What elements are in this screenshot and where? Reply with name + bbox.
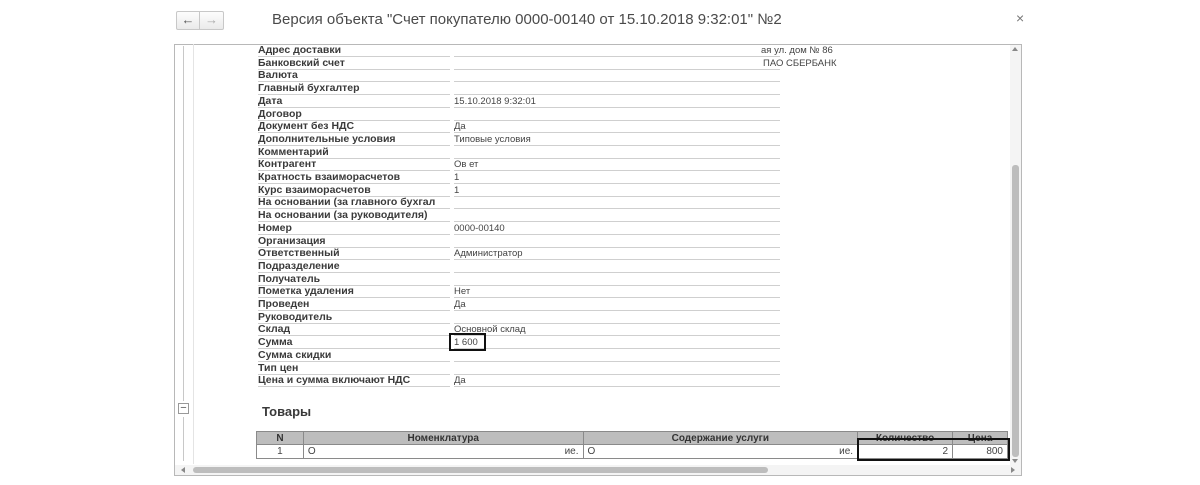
property-value [454,210,780,222]
property-label: Главный бухгалтер [258,83,450,95]
property-label: Банковский счет [258,58,450,70]
property-value [454,83,780,95]
property-label: Валюта [258,70,450,82]
property-value: Администратор [454,248,780,260]
property-value: 1 600 [454,337,780,349]
property-row [258,196,778,209]
property-value: Основной склад [454,324,780,336]
property-row [258,69,778,82]
back-button[interactable]: ← [176,11,200,30]
navigation-buttons [176,11,224,30]
property-label: Организация [258,236,450,248]
property-label: Документ без НДС [258,121,450,133]
property-row [258,57,778,70]
property-row [258,260,778,273]
property-value: Да [454,121,780,133]
property-row [258,222,778,235]
property-value: 1 [454,185,780,197]
vertical-scrollbar[interactable] [1010,45,1021,465]
property-label: Подразделение [258,261,450,273]
property-label: Проведен [258,299,450,311]
service-start: О [587,445,596,457]
outline-line [183,46,184,401]
horizontal-scrollbar[interactable] [175,465,1021,475]
sum-highlight [449,333,486,351]
property-row [258,95,778,108]
property-label: Адрес доставки [258,45,450,57]
cell-service [583,445,858,459]
property-label: На основании (за главного бухгал [258,197,450,209]
property-label: Кратность взаиморасчетов [258,172,450,184]
close-button[interactable]: × [1016,10,1025,26]
cell-price: 800 [953,445,1008,459]
scroll-up-icon[interactable] [1012,47,1018,51]
property-label: На основании (за руководителя) [258,210,450,222]
vertical-scroll-thumb[interactable] [1012,165,1019,457]
property-row [258,82,778,95]
property-row [258,108,778,121]
property-value: 1 [454,172,780,184]
property-row [258,235,778,248]
property-row [258,349,778,362]
property-label: Дополнительные условия [258,134,450,146]
property-row [258,44,778,57]
property-label: Курс взаиморасчетов [258,185,450,197]
column-header-quantity: Количество [858,432,953,445]
property-label: Договор [258,109,450,121]
property-value [454,363,780,375]
property-value [454,70,780,82]
column-header-n: N [257,432,304,445]
property-value [454,197,780,209]
property-label: Комментарий [258,147,450,159]
property-row [258,209,778,222]
property-label: Номер [258,223,450,235]
property-row [258,323,778,336]
property-row [258,247,778,260]
property-label: Ответственный [258,248,450,260]
property-value [454,236,780,248]
property-value [454,261,780,273]
property-value [454,147,780,159]
property-value: Нет [454,286,780,298]
scroll-right-icon[interactable] [1011,467,1015,473]
property-row [258,285,778,298]
property-value: Типовые условия [454,134,780,146]
goods-title: Товары [262,404,312,419]
property-row [258,184,778,197]
property-label: Пометка удаления [258,286,450,298]
property-label: Цена и сумма включают НДС [258,375,450,387]
property-value: Да [454,375,780,387]
property-label: Сумма скидки [258,350,450,362]
forward-button[interactable]: → [200,11,224,30]
property-value: Ов ет [454,159,780,171]
property-value [454,45,780,57]
property-row [258,171,778,184]
property-label: Склад [258,324,450,336]
column-header-service: Содержание услуги [583,432,858,445]
property-label: Контрагент [258,159,450,171]
horizontal-scroll-thumb[interactable] [193,467,768,473]
property-row [258,362,778,375]
property-label: Получатель [258,274,450,286]
window-title: Версия объекта "Счет покупателю 0000-00140 от 15.10.2018 9:32:01" №2 [272,11,782,28]
nomenclature-end: ие. [564,445,579,457]
property-row [258,298,778,311]
property-row [258,158,778,171]
column-header-nomenclature: Номенклатура [303,432,583,445]
service-end: ие. [839,445,854,457]
cell-n: 1 [257,445,304,459]
scroll-down-icon[interactable] [1012,459,1018,463]
property-value: 0000-00140 [454,223,780,235]
property-value: 15.10.2018 9:32:01 [454,96,780,108]
bank-overflow: ПАО СБЕРБАНК [763,58,837,69]
property-value [454,350,780,362]
property-value [454,58,780,70]
property-value [454,274,780,286]
cell-quantity: 2 [858,445,953,459]
property-label: Руководитель [258,312,450,324]
property-row [258,146,778,159]
property-row [258,374,778,387]
property-row [258,133,778,146]
cell-nomenclature [303,445,583,459]
outline-gutter [174,44,194,464]
property-label: Дата [258,96,450,108]
property-row [258,273,778,286]
property-value: Да [454,299,780,311]
outline-line [183,417,184,461]
property-row [258,311,778,324]
property-value [454,109,780,121]
column-header-price: Цена [953,432,1008,445]
scroll-left-icon[interactable] [181,467,185,473]
property-value [454,312,780,324]
quantity-price-highlight [857,438,1010,461]
address-overflow: ая ул. дом № 86 [761,45,833,56]
property-label: Тип цен [258,363,450,375]
nomenclature-start: О [307,445,316,457]
collapse-icon[interactable]: − [178,403,189,414]
property-row [258,336,778,349]
property-label: Сумма [258,337,450,349]
property-row [258,120,778,133]
